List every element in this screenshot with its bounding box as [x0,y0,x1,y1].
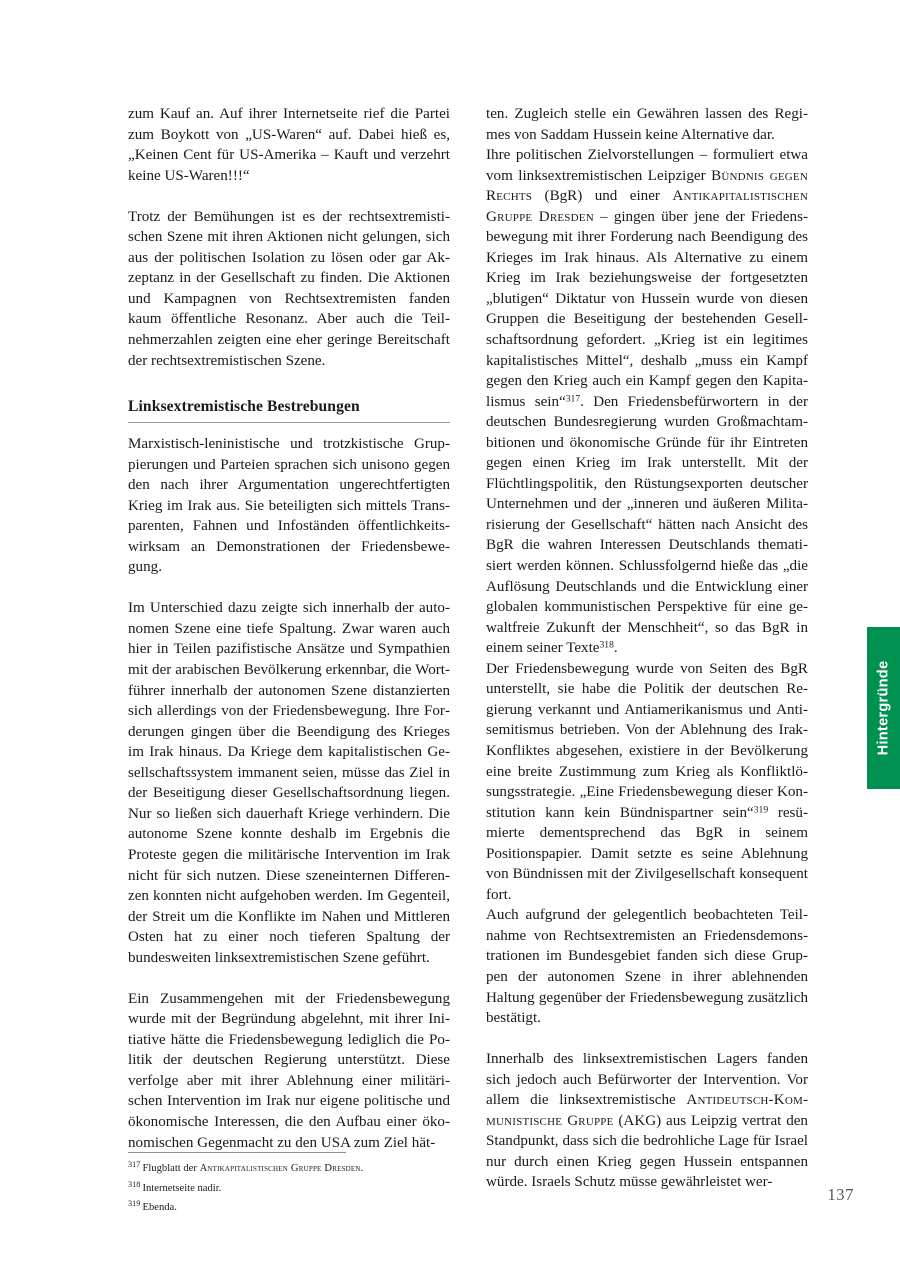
paragraph-unterstellt: Der Friedensbewegung wurde von Seiten des BgR unterstellt, sie habe die Politik der deutschen Regierung verkannt und Antiamerikanismus und Antisemitismus betrieben. Von der Ablehnung des Irak-Konfliktes abgesehen, existiere in der Bevölkerung eine breite Zustimmung zum Krieg als Konfliktlösungsstrategie. „Eine Friedensbewegung dieser Konstitution kann kein Bündnispartner sein“$^{319}$ resümierte dementsprechend das BgR in seinem Positionspapier. Damit setzte es seine Ablehnung von Bündnissen mit der Zivilgesellschaft konsequent fort. [486,660,808,903]
footnote-text: Flugblatt der Antikapitalistischen Gruppe Dresden. [142,1163,364,1175]
footnote-block [128,1152,450,1216]
footnote-text: Ebenda. [142,1202,177,1214]
paragraph-zugleich: ten. Zugleich stelle ein Gewähren lassen des Regimes von Saddam Hussein keine Alternative dar. [486,106,808,143]
footnote-number: 317 [128,1160,141,1169]
paragraph-zusammengehen: Ein Zusammengehen mit der Friedensbewegung wurde mit der Begründung abgelehnt, mit ihrer Initiative hätte die Friedensbewegung lediglich die Politik der deutschen Regierung unterstützt. Diese verfolge aber mit ihrer Ablehnung einer militärischen Intervention im Irak nur eigene politische und ökonomische Interessen, die den Aufbau einer ökonomischen Gegenmacht zu den USA zum Ziel hät- [128,990,450,1151]
side-tab-label: Hintergründe [875,660,892,756]
text-column-right [486,104,808,1193]
paragraph-innerhalb: Innerhalb des linksextremistischen Lagers fanden sich jedoch auch Befürworter der Intervention. Vor allem die linksextremistische Antideutsch-Kommunistische Gruppe (AKG) aus Leipzig vertrat den Standpunkt, dass sich die bedrohliche Lage für Israel nur durch einen Krieg gegen Hussein entspannen würde. Israels Schutz müsse gewährleistet wer- [486,1051,808,1191]
section-heading-rule [128,422,450,423]
paragraph-bemuehungen: Trotz der Bemühungen ist es der rechtsextremistischen Szene mit ihren Aktionen nicht gelungen, sich aus der politischen Isolation zu lösen oder gar Akzeptanz in der Gesellschaft zu finden. Die Aktionen und Kampagnen von Rechtsextremisten fanden kaum öffentliche Resonanz. Aber auch die Teilnehmerzahlen zeigten eine eher geringe Bereitschaft der rechtsextremistischen Szene. [128,208,450,369]
footnote-317 [128,1157,450,1177]
paragraph-marxistisch: Marxistisch-leninistische und trotzkistische Gruppierungen und Parteien sprachen sich unisono gegen den nach ihrer Argumentation ungerechtfertigten Krieg im Irak aus. Sie beteiligten sich mittels Transparenten, Fahnen und Infoständen öffentlichkeitswirksam an Demonstrationen der Friedensbewegung. [128,436,450,576]
paragraph-zielvorstellungen: Ihre politischen Zielvorstellungen – formuliert etwa vom linksextremistischen Leipziger Bündnis gegen Rechts (BgR) und einer Antikapitalistischen Gruppe Dresden – gingen über jene der Friedensbewegung mit ihrer Forderung nach Beendigung des Krieges im Irak hinaus. Als Alternative zu einem Krieg im Irak beziehungsweise der fortgesetzten „blutigen“ Diktatur von Hussein wurde von diesen Gruppen die Beseitigung der bestehenden Gesellschaftsordnung gefordert. „Krieg ist ein legitimes kapitalistisches Mittel“, deshalb „muss ein Kampf gegen den Krieg auch ein Kampf gegen den Kapitalismus sein“$^{317}$. Den Friedensbefürwortern in der deutschen Bundesregierung wurden Großmachtambitionen und ökonomische Gründe für ihr Eintreten gegen einen Krieg im Irak unterstellt. Mit der Flüchtlingspolitik, den Rüstungsexporten deutscher Unternehmen und der „inneren und äußeren Militarisierung der Gesellschaft“ hätten nach Ansicht des BgR die wahren Interessen Deutschlands thematisiert werden können. Schlussfolgernd hieße das „die Auflösung Deutschlands und die Entwicklung einer globalen kommunistischen Perspektive für eine gewaltfreie Zukunft der Menschheit“, so das BgR in einem seiner Texte$^{318}$. [486,147,809,657]
footnote-number: 318 [128,1179,141,1189]
footnote-separator-rule [128,1152,346,1153]
footnote-text: Internetseite nadir. [142,1182,222,1194]
paragraph-unterschied: Im Unterschied dazu zeigte sich innerhalb der autonomen Szene eine tiefe Spaltung. Zwar waren auch hier in Teilen pazifistische Ansätze und Sympathien mit der arabischen Bevölkerung erkennbar, die Wortführer innerhalb der autonomen Szene distanzierten sich allerdings von der Friedensbewegung. Ihre Forderungen gingen über die Beendigung des Krieges im Irak hinaus. Da Kriege dem kapitalistischen Gesellschaftssystem immanent seien, müsse das Ziel in der Beseitigung dieser Gesellschaftsordnung liegen. Nur so ließen sich dauerhaft Kriege verhindern. Die autonome Szene konnte deshalb im Ergebnis die Proteste gegen die militärische Intervention im Irak nicht für sich nutzen. Diese szeneinternen Differenzen konnten nicht aufgehoben werden. Im Gegenteil, der Streit um die Konflikte im Nahen und Mittleren Osten hat zu einer noch tieferen Spaltung der bundesweiten linksextremistischen Szene geführt. [128,600,450,966]
footnote-number: 319 [128,1199,141,1209]
footnote-318 [128,1177,450,1197]
page-number: 137 [827,1185,854,1204]
footnote-319 [128,1196,450,1216]
section-heading: Linksextremistische Bestrebungen [128,398,360,416]
text-column-left [128,104,450,1153]
side-tab-hintergruende [867,627,900,789]
paragraph-teilnahme: Auch aufgrund der gelegentlich beobachteten Teilnahme von Rechtsextremisten an Friedensdemonstrationen im Bundesgebiet fanden sich diese Gruppen der autonomen Szene in ihrer ablehnenden Haltung gegenüber der Friedensbewegung zusätzlich bestätigt. [486,907,808,1027]
paragraph-boycott: zum Kauf an. Auf ihrer Internetseite rief die Partei zum Boykott von „US-Waren“ auf. Dabei hieß es, „Keinen Cent für US-Amerika – Kauft und verzehrt keine US-Waren!!!“ [128,106,450,184]
